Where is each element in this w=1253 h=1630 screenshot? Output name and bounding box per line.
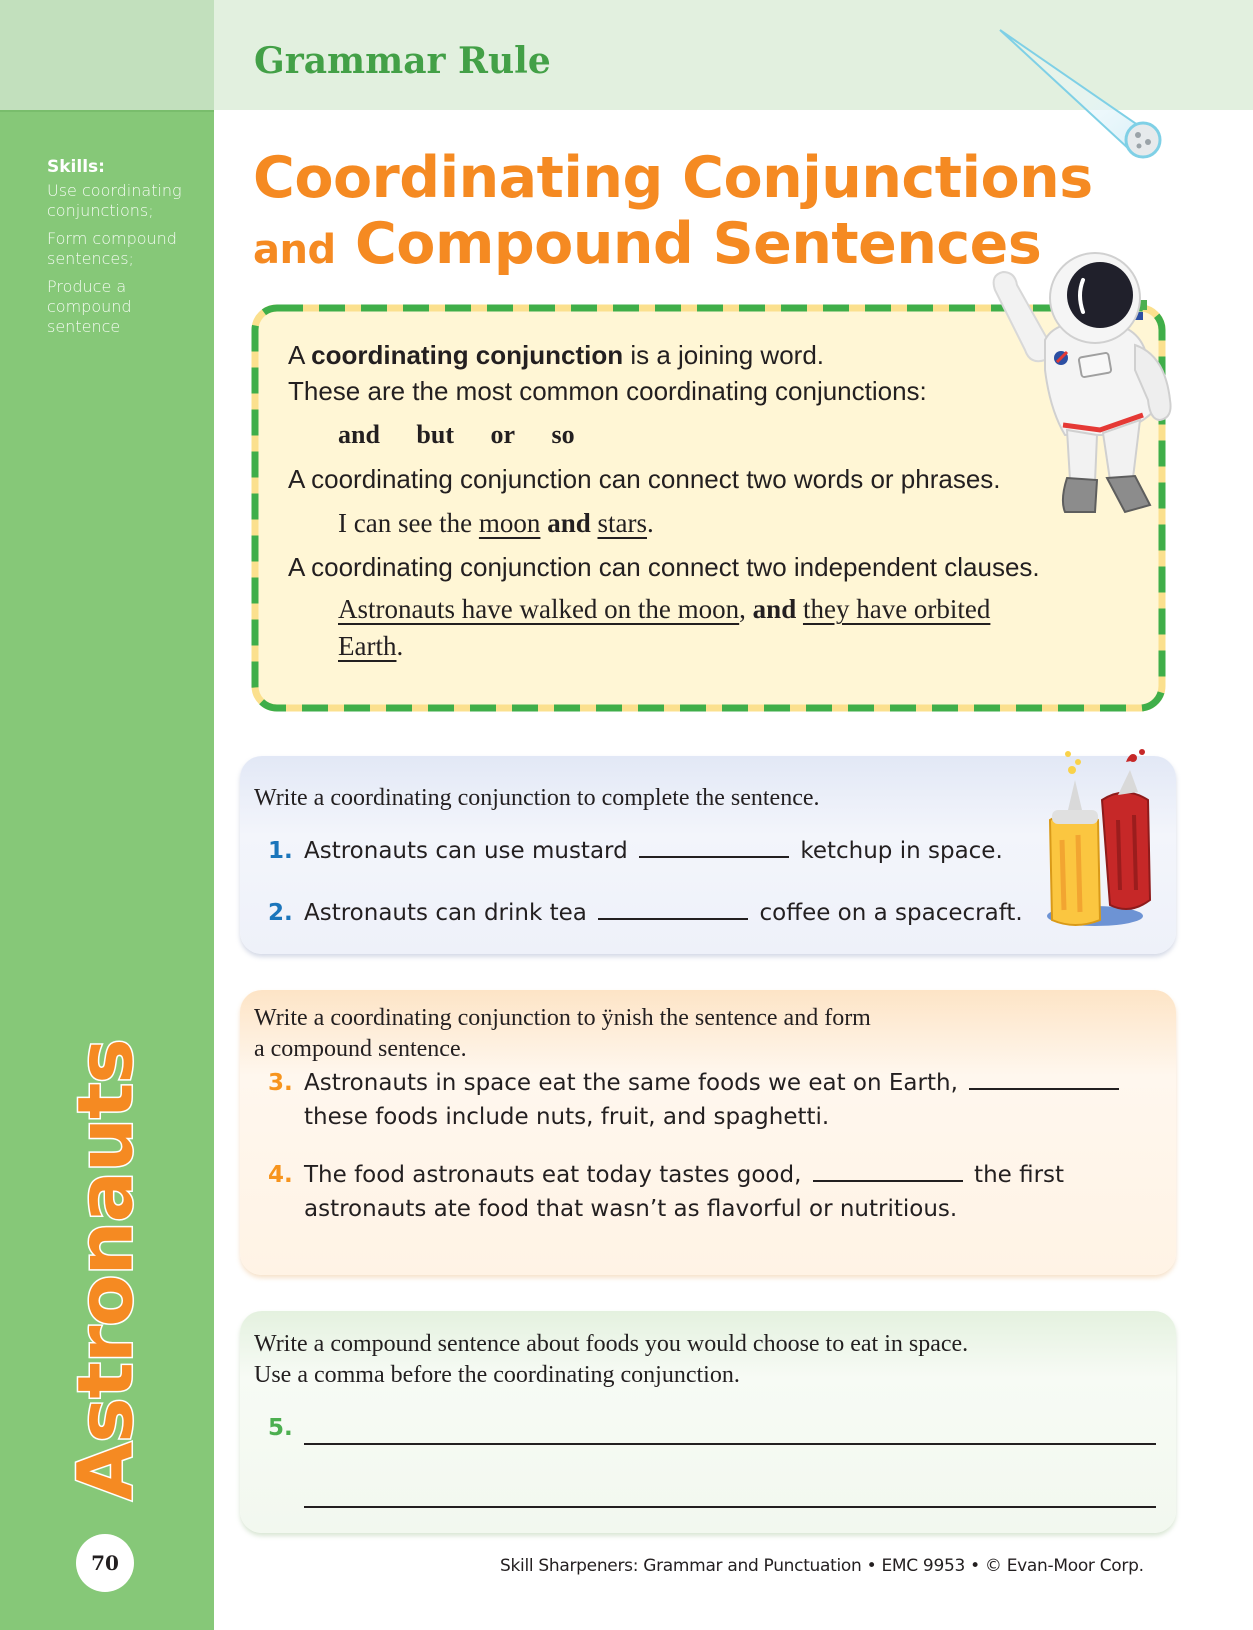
item-text-after: coffee on a spacecraft.: [759, 900, 1023, 926]
answer-line-1[interactable]: [304, 1443, 1156, 1445]
skills-list: [47, 157, 207, 345]
definition-term: coordinating conjunction: [311, 340, 624, 370]
skill-item: Use coordinating conjunctions;: [47, 181, 182, 220]
definition-suffix: is a joining word.: [623, 340, 825, 370]
item-number: 4.: [268, 1162, 293, 1188]
example-underlined: moon: [478, 508, 541, 538]
clauses-example: [338, 591, 1148, 665]
section-label: Grammar Rule: [254, 40, 551, 82]
skill-item: Form compound sentences;: [47, 229, 177, 268]
exercise-item-2: [268, 896, 1023, 930]
example-underlined: they have orbited: [802, 594, 991, 624]
item-number: 2.: [268, 900, 293, 926]
title-and: and: [253, 227, 336, 273]
topic-label: Astronauts: [60, 1039, 150, 1501]
exercise-box-2: [240, 990, 1176, 1275]
item-number: 3.: [268, 1070, 293, 1096]
exercise-item-5: [268, 1411, 304, 1445]
conjunction: or: [490, 420, 516, 449]
skills-title: Skills:: [47, 157, 105, 177]
exercise-2-instructions: [254, 1003, 871, 1065]
exercise-item-4: [268, 1158, 1064, 1226]
item-number: 1.: [268, 838, 293, 864]
instructions-line-2: Use a comma before the coordinating conjunction.: [254, 1362, 740, 1388]
item-text-before: Astronauts can use mustard: [304, 838, 628, 864]
skill-item: Produce a compound sentence: [47, 277, 132, 336]
clauses-rule: A coordinating conjunction can connect two independent clauses.: [288, 552, 1040, 582]
exercise-item-1: [268, 834, 1003, 868]
instructions-line-1: Write a coordinating conjunction to ÿnish the sentence and form: [254, 1005, 871, 1031]
item-text-line-2: astronauts ate food that wasn’t as flavorful or nutritious.: [304, 1196, 958, 1222]
answer-line-2[interactable]: [304, 1506, 1156, 1508]
example-period: .: [646, 508, 654, 538]
exercise-1-instructions: Write a coordinating conjunction to complete the sentence.: [254, 785, 820, 811]
conjunction: so: [551, 420, 575, 449]
item-text-before: Astronauts can drink tea: [304, 900, 587, 926]
conjunction: but: [416, 420, 454, 449]
sidebar-top-band: [0, 0, 214, 110]
exercise-box-3: [240, 1311, 1176, 1533]
title-line-2: [253, 210, 1093, 284]
item-text-line-2: these foods include nuts, fruit, and spaghetti.: [304, 1104, 830, 1130]
answer-blank[interactable]: [639, 855, 789, 858]
instructions-line-2: a compound sentence.: [254, 1036, 467, 1062]
example-underlined: Astronauts have walked on the moon: [338, 594, 740, 624]
example-underlined: Earth: [338, 631, 397, 661]
example-underlined: stars: [597, 508, 647, 538]
instructions-line-1: Write a compound sentence about foods you would choose to eat in space.: [254, 1331, 969, 1357]
conjunction: and: [338, 420, 380, 449]
item-number: 5.: [268, 1415, 293, 1441]
definition-prefix: A: [288, 340, 312, 370]
example-text: I can see the: [338, 508, 479, 538]
answer-blank[interactable]: [969, 1087, 1119, 1090]
title-line-1: Coordinating Conjunctions: [253, 145, 1093, 211]
astronaut-illustration: [985, 250, 1205, 550]
footer-credit: Skill Sharpeners: Grammar and Punctuation • EMC 9953 • © Evan-Moor Corp.: [500, 1556, 1144, 1576]
example-conjunction: and: [752, 594, 797, 624]
example-comma: ,: [739, 594, 746, 624]
example-period: .: [396, 631, 404, 661]
exercise-item-3: [268, 1066, 1123, 1134]
item-text-after: ketchup in space.: [800, 838, 1003, 864]
exercise-3-instructions: [254, 1329, 968, 1391]
words-rule: A coordinating conjunction can connect two words or phrases.: [288, 464, 1001, 494]
title-compound-sentences: Compound Sentences: [354, 211, 1042, 277]
page-title: [253, 146, 1093, 284]
item-text-before: Astronauts in space eat the same foods we eat on Earth,: [304, 1070, 958, 1096]
condiment-bottles-illustration: [1030, 740, 1170, 930]
answer-blank[interactable]: [598, 917, 748, 920]
item-text-before: The food astronauts eat today tastes good,: [304, 1162, 802, 1188]
common-intro: These are the most common coordinating conjunctions:: [288, 376, 927, 406]
answer-blank[interactable]: [813, 1179, 963, 1182]
item-text-after: the first: [974, 1162, 1065, 1188]
page-number: 70: [76, 1534, 134, 1592]
example-conjunction: and: [547, 508, 591, 538]
comet-icon: [995, 25, 1175, 165]
